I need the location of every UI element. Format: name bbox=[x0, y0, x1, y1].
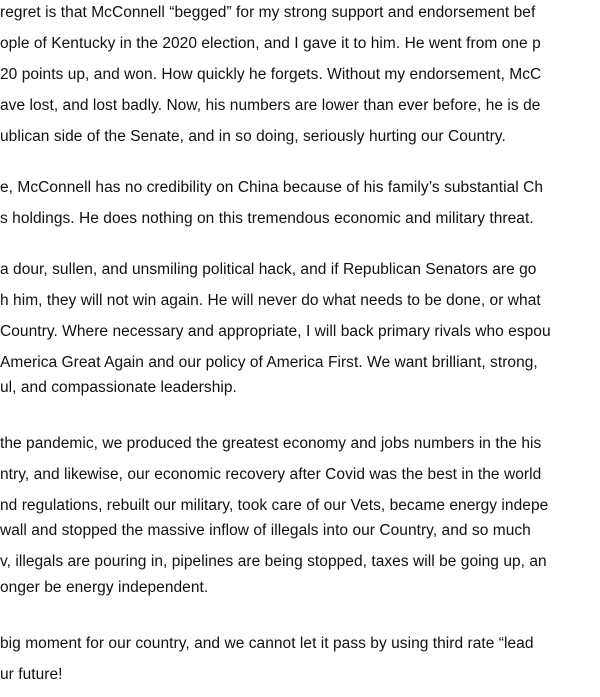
paragraph-5-line-1: big moment for our country, and we cannot let it pass by using third rate “lead bbox=[0, 635, 534, 652]
paragraph-3-line-2: h him, they will not win again. He will never do what needs to be done, or what bbox=[0, 292, 541, 309]
paragraph-1-line-5: ublican side of the Senate, and in so doing, seriously hurting our Country. bbox=[0, 128, 506, 145]
paragraph-4-line-3: nd regulations, rebuilt our military, took care of our Vets, became energy indepe bbox=[0, 497, 549, 514]
paragraph-1-line-4: ave lost, and lost badly. Now, his numbers are lower than ever before, he is de bbox=[0, 97, 541, 114]
paragraph-4-line-4: wall and stopped the massive inflow of illegals into our Country, and so much bbox=[0, 522, 531, 539]
paragraph-1-line-3: 20 points up, and won. How quickly he forgets. Without my endorsement, McC bbox=[0, 66, 542, 83]
paragraph-3-line-5: ul, and compassionate leadership. bbox=[0, 379, 237, 396]
paragraph-4-line-2: ntry, and likewise, our economic recovery after Covid was the best in the world bbox=[0, 466, 542, 483]
paragraph-3-line-3: Country. Where necessary and appropriate, I will back primary rivals who espou bbox=[0, 323, 551, 340]
paragraph-5-line-2: ur future! bbox=[0, 666, 63, 683]
paragraph-4-line-5: v, illegals are pouring in, pipelines are being stopped, taxes will be going up, an bbox=[0, 553, 547, 570]
paragraph-1-line-2: ople of Kentucky in the 2020 election, and I gave it to him. He went from one p bbox=[0, 35, 541, 52]
paragraph-4-line-1: the pandemic, we produced the greatest economy and jobs numbers in the his bbox=[0, 435, 542, 452]
paragraph-4-line-6: onger be energy independent. bbox=[0, 579, 209, 596]
paragraph-3-line-1: a dour, sullen, and unsmiling political hack, and if Republican Senators are go bbox=[0, 261, 537, 278]
paragraph-2-line-1: e, McConnell has no credibility on China because of his family’s substantial Ch bbox=[0, 179, 543, 196]
paragraph-2-line-2: s holdings. He does nothing on this tremendous economic and military threat. bbox=[0, 210, 534, 227]
paragraph-1-line-1: regret is that McConnell “begged” for my strong support and endorsement bef bbox=[0, 4, 536, 21]
paragraph-3-line-4: America Great Again and our policy of America First. We want brilliant, strong, bbox=[0, 354, 538, 371]
